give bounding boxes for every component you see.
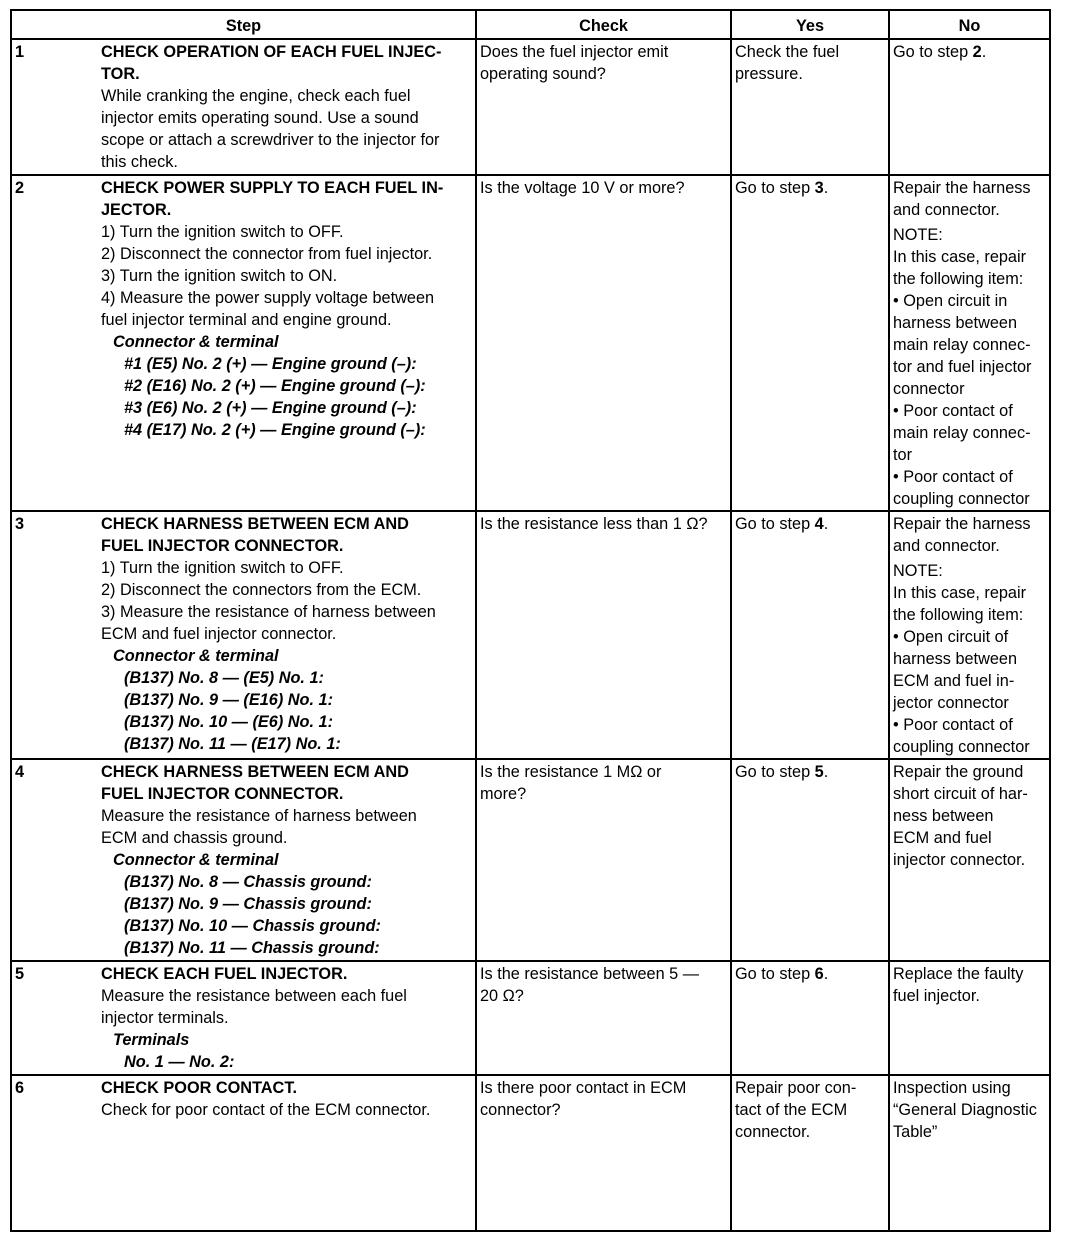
yes-text [735,513,885,535]
check-text: more? [480,785,527,803]
step-cell [11,39,476,175]
header-yes: Yes [731,10,889,39]
note-text: coupling connector [893,490,1030,508]
step-title: JECTOR. [101,201,172,219]
check-cell [476,511,731,759]
step-title: CHECK POOR CONTACT. [101,1079,297,1097]
table-row [11,175,1050,511]
no-suffix: . [981,43,987,61]
no-cell [889,1075,1050,1231]
connector-terminal-value: #4 (E17) No. 2 (+) — Engine ground (–): [124,421,426,439]
yes-text [735,177,885,199]
step-text: ECM and fuel injector connector. [101,625,337,643]
no-text: Table” [893,1123,938,1141]
step-number: 4 [15,763,25,781]
step-text: this check. [101,153,178,171]
yes-text: connector. [735,1123,811,1141]
no-text: ECM and fuel [893,829,992,847]
yes-prefix: Go to step [735,763,815,781]
yes-text: Repair poor con- [735,1079,857,1097]
yes-text: tact of the ECM [735,1101,848,1119]
note-text: jector connector [893,694,1009,712]
yes-suffix: . [823,763,829,781]
note-text: In this case, repair [893,584,1027,602]
note-text: main relay connec- [893,336,1031,354]
note-label: NOTE: [893,226,943,244]
yes-text [735,761,885,783]
header-check: Check [476,10,731,39]
yes-prefix: Go to step [735,515,815,533]
check-text: Is there poor contact in ECM [480,1079,687,1097]
table-row [11,511,1050,759]
yes-suffix: . [823,179,829,197]
connector-terminal-value: #2 (E16) No. 2 (+) — Engine ground (–): [124,377,426,395]
connector-terminal-value: (B137) No. 11 — Chassis ground: [124,939,380,957]
connector-terminal-label: Connector & terminal [113,851,279,869]
no-text [893,41,1046,63]
no-text: “General Diagnostic [893,1101,1037,1119]
note-text: the following item: [893,270,1024,288]
no-text: short circuit of har- [893,785,1028,803]
step-title: FUEL INJECTOR CONNECTOR. [101,785,344,803]
check-cell [476,961,731,1075]
note-text: • Poor contact of [893,468,1013,486]
check-text: connector? [480,1101,561,1119]
step-text: While cranking the engine, check each fuel [101,87,411,105]
table-row [11,39,1050,175]
check-text: 20 Ω? [480,987,524,1005]
note-text: harness between [893,314,1018,332]
step-title: CHECK HARNESS BETWEEN ECM AND [101,515,409,533]
yes-text [735,963,885,985]
note-text: coupling connector [893,738,1030,756]
table-row [11,961,1050,1075]
note-text: • Open circuit in [893,292,1008,310]
step-text: Measure the resistance between each fuel [101,987,407,1005]
header-row [11,10,1050,39]
step-text: 2) Disconnect the connectors from the ECM. [101,581,422,599]
connector-terminal-value: (B137) No. 10 — (E6) No. 1: [124,713,333,731]
step-text: 4) Measure the power supply voltage between [101,289,435,307]
no-text: Repair the harness [893,179,1031,197]
step-title: CHECK POWER SUPPLY TO EACH FUEL IN- [101,179,444,197]
no-text: fuel injector. [893,987,980,1005]
no-cell [889,175,1050,511]
yes-cell [731,175,889,511]
step-cell [11,511,476,759]
diagnostic-table [10,9,1051,1232]
step-title: CHECK HARNESS BETWEEN ECM AND [101,763,409,781]
step-cell [11,1075,476,1231]
step-text: 3) Turn the ignition switch to ON. [101,267,338,285]
yes-suffix: . [823,515,829,533]
yes-prefix: Go to step [735,179,815,197]
header-no: No [889,10,1050,39]
step-reference: 2 [972,43,982,61]
check-text: Is the resistance between 5 — [480,965,700,983]
diagnostic-table-container [10,9,1049,1232]
connector-terminal-value: (B137) No. 9 — Chassis ground: [124,895,372,913]
step-cell [11,175,476,511]
no-cell [889,961,1050,1075]
note-text: • Open circuit of [893,628,1009,646]
yes-cell [731,1075,889,1231]
yes-cell [731,511,889,759]
no-prefix: Go to step [893,43,973,61]
step-number: 6 [15,1079,25,1097]
check-cell [476,759,731,961]
check-cell [476,1075,731,1231]
connector-terminal-value: (B137) No. 11 — (E17) No. 1: [124,735,341,753]
no-cell [889,511,1050,759]
connector-terminal-label: Connector & terminal [113,333,279,351]
step-text: scope or attach a screwdriver to the injector for [101,131,440,149]
step-text: injector terminals. [101,1009,229,1027]
table-row [11,1075,1050,1231]
no-text: Repair the ground [893,763,1024,781]
no-text: and connector. [893,537,1000,555]
connector-terminal-value: (B137) No. 8 — (E5) No. 1: [124,669,324,687]
check-text: operating sound? [480,65,606,83]
check-cell [476,175,731,511]
check-text: Is the voltage 10 V or more? [480,179,685,197]
step-text: 2) Disconnect the connector from fuel injector. [101,245,433,263]
step-text: 1) Turn the ignition switch to OFF. [101,223,344,241]
step-reference: 4 [814,515,824,533]
note-text: the following item: [893,606,1024,624]
no-text: Replace the faulty [893,965,1024,983]
connector-terminal-value: #1 (E5) No. 2 (+) — Engine ground (–): [124,355,417,373]
no-text: and connector. [893,201,1000,219]
yes-cell [731,759,889,961]
connector-terminal-value: (B137) No. 10 — Chassis ground: [124,917,381,935]
step-text: ECM and chassis ground. [101,829,288,847]
step-number: 1 [15,43,25,61]
connector-terminal-label: Connector & terminal [113,647,279,665]
check-text: Is the resistance 1 MΩ or [480,763,662,781]
step-text: Measure the resistance of harness between [101,807,417,825]
step-number: 2 [15,179,25,197]
note-text: • Poor contact of [893,716,1013,734]
yes-text: Check the fuel [735,43,840,61]
step-text: fuel injector terminal and engine ground. [101,311,392,329]
note-text: • Poor contact of [893,402,1013,420]
yes-suffix: . [823,965,829,983]
step-reference: 3 [814,179,824,197]
step-text: 1) Turn the ignition switch to OFF. [101,559,344,577]
step-number: 5 [15,965,25,983]
connector-terminal-value: #3 (E6) No. 2 (+) — Engine ground (–): [124,399,417,417]
note-text: tor [893,446,913,464]
table-row [11,759,1050,961]
yes-cell [731,39,889,175]
terminals-label: Terminals [113,1031,190,1049]
no-text: Repair the harness [893,515,1031,533]
check-cell [476,39,731,175]
no-cell [889,39,1050,175]
connector-terminal-value: (B137) No. 8 — Chassis ground: [124,873,372,891]
yes-text: pressure. [735,65,803,83]
note-text: connector [893,380,965,398]
step-title: CHECK EACH FUEL INJECTOR. [101,965,348,983]
step-text: 3) Measure the resistance of harness between [101,603,436,621]
step-reference: 5 [814,763,824,781]
no-text: Inspection using [893,1079,1011,1097]
note-text: harness between [893,650,1018,668]
note-text: ECM and fuel in- [893,672,1015,690]
step-title: CHECK OPERATION OF EACH FUEL INJEC- [101,43,442,61]
step-number: 3 [15,515,25,533]
step-title: FUEL INJECTOR CONNECTOR. [101,537,344,555]
note-label: NOTE: [893,562,943,580]
note-text: main relay connec- [893,424,1031,442]
terminals-value: No. 1 — No. 2: [124,1053,235,1071]
step-text: Check for poor contact of the ECM connector. [101,1101,431,1119]
step-cell [11,961,476,1075]
no-cell [889,759,1050,961]
step-cell [11,759,476,961]
step-reference: 6 [814,965,824,983]
no-text: ness between [893,807,994,825]
connector-terminal-value: (B137) No. 9 — (E16) No. 1: [124,691,333,709]
check-text: Is the resistance less than 1 Ω? [480,515,708,533]
check-text: Does the fuel injector emit [480,43,669,61]
step-title: TOR. [101,65,140,83]
yes-cell [731,961,889,1075]
step-text: injector emits operating sound. Use a sound [101,109,419,127]
yes-prefix: Go to step [735,965,815,983]
header-step: Step [11,10,476,39]
no-text: injector connector. [893,851,1026,869]
note-text: In this case, repair [893,248,1027,266]
note-text: tor and fuel injector [893,358,1032,376]
